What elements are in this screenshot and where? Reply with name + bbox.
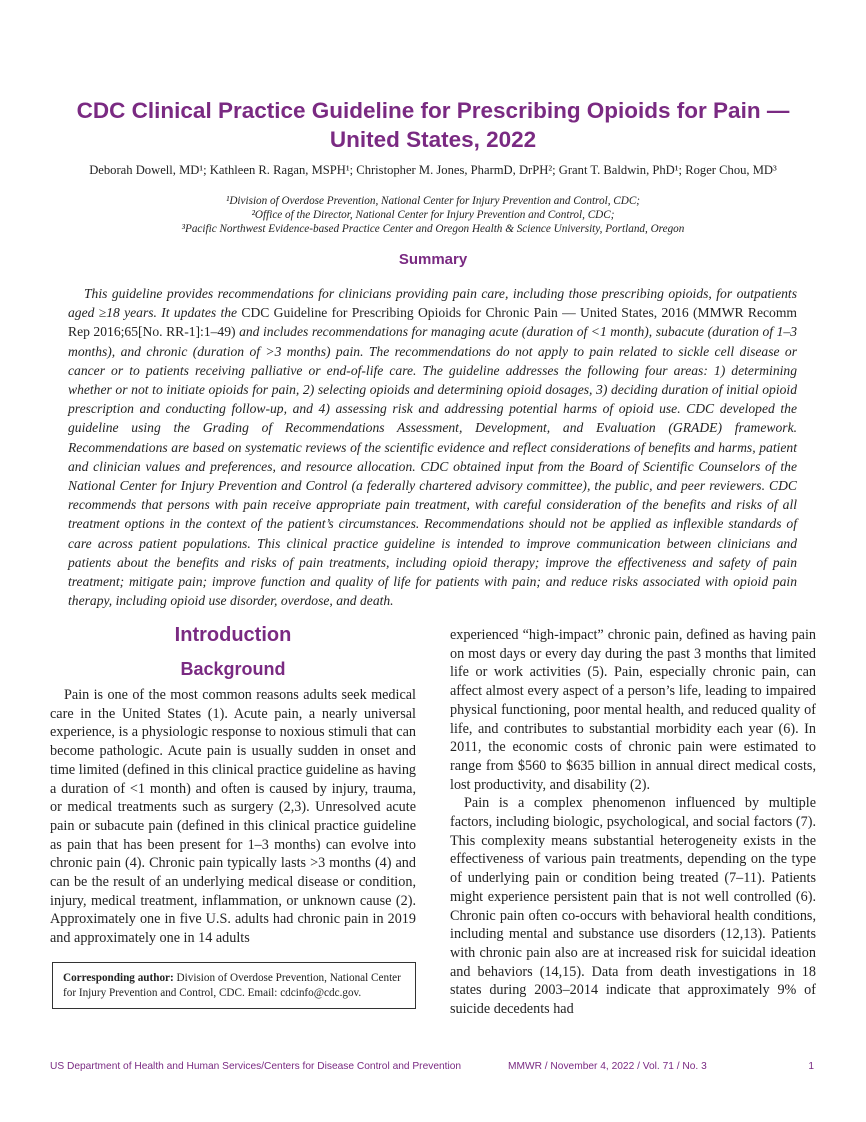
title-line-2: United States, 2022 — [329, 127, 537, 152]
summary-heading: Summary — [398, 251, 468, 268]
corresponding-author-text: Division of Overdose Prevention, National Center for Injury Prevention and Control, CDC. Email: cdcinfo@cdc.gov. — [63, 972, 401, 999]
summary-text — [68, 284, 797, 610]
title-line-1: CDC Clinical Practice Guideline for Prescribing Opioids for Pain — — [76, 98, 790, 123]
author-list: Deborah Dowell, MD¹; Kathleen R. Ragan, MSPH¹; Christopher M. Jones, PharmD, DrPH²; Grant T. Baldwin, PhD¹; Roger Chou, MD³ — [89, 163, 777, 177]
column-2-paragraph-1: experienced “high-impact” chronic pain, defined as having pain on most days or every day during the past 3 months that limited life or work activities (5). Pain, especially chronic pain, can affect almost every aspect of a person’s life, leading to impaired physical functioning, poor mental health, and reduced quality of life, and contributes to substantial morbidity each year (6). In 2011, the economic costs of chronic pain were estimated to range from $560 to $635 billion in annual direct medical costs, lost productivity, and disability (2). — [450, 627, 816, 793]
footer-issue: MMWR / November 4, 2022 / Vol. 71 / No. 3 — [508, 1061, 707, 1072]
corresponding-author-box — [52, 962, 416, 1009]
column-1-paragraph: Pain is one of the most common reasons adults seek medical care in the United States (1). Acute pain, a nearly universal experience, is a physiologic response to noxious stimuli that can become pathologic. Acute pain is usually sudden in onset and time limited (defined in this clinical practice guideline as having a duration of <1 month) and often is caused by injury, trauma, or medical treatments such as surgery (2,3). Unresolved acute pain or subacute pain (defined in this clinical practice guideline as pain that has been present for 1–3 months) can evolve into chronic pain (4). Chronic pain typically lasts >3 months (4) and can be the result of an underlying medical disease or condition, injury, medical treatment, inflammation, or unknown cause (2). Approximately one in five U.S. adults had chronic pain in 2019 and approximately one in 14 adults — [50, 687, 417, 947]
summary-part-2: and includes recommendations for managing acute (duration of <1 month), subacute (duration of 1–3 months), and chronic (duration of >3 months) pain. The recommendations do not apply to pain related to sickle cell disease or cancer or to patients receiving palliative or end-of-life care. The guideline addresses the following four areas: 1) determining whether or not to initiate opioids for pain, 2) selecting opioids and determining opioid dosages, 3) deciding duration of initial opioid prescription and conducting follow-up, and 4) assessing risk and addressing potential harms of opioid use. CDC developed the guideline using the Grading of Recommendations Assessment, Development, and Evaluation (GRADE) framework. Recommendations are based on systematic reviews of the scientific evidence and reflect considerations of benefits and harms, patient and clinician values and preferences, and resource allocation. CDC obtained input from the Board of Scientific Counselors of the National Center for Injury Prevention and Control (a federally chartered advisory committee), the public, and peer reviewers. CDC recommends that persons with pain receive appropriate pain treatment, with careful consideration of the benefits and risks of all treatment options in the context of the patient’s circumstances. Recommendations should not be applied as inflexible standards of care across patient populations. This clinical practice guideline is intended to improve communication between clinicians and patients about the benefits and risks of pain treatments, including opioid therapy; improve the effectiveness and safety of pain treatment; mitigate pain; improve function and quality of life for patients with pain; and reduce risks associated with opioid pain therapy, including opioid use disorder, overdose, and death. — [68, 324, 797, 609]
summary-part-1: This guideline provides recommendations for clinicians providing pain care, including those prescribing opioids, for outpatients aged ≥18 years. It updates the — [68, 286, 797, 321]
footer-agency: US Department of Health and Human Services/Centers for Disease Control and Prevention — [50, 1061, 462, 1072]
affiliation-1: ¹Division of Overdose Prevention, National Center for Injury Prevention and Control, CDC; — [225, 195, 641, 207]
affiliation-3: ³Pacific Northwest Evidence-based Practice Center and Oregon Health & Science University, Portland, Oregon — [181, 223, 685, 236]
corresponding-author-label: Corresponding author: — [63, 972, 174, 984]
introduction-heading: Introduction — [174, 624, 292, 646]
affiliations — [60, 194, 806, 237]
column-2-paragraph-2: Pain is a complex phenomenon influenced by multiple factors, including biologic, psychological, and social factors (7). This complexity means substantial heterogeneity exists in the effectiveness of various pain treatments, depending on the type of underlying pain or condition being treated (7–11). Patients might experience persistent pain that is not well controlled (6). Chronic pain often co-occurs with behavioral health conditions, including mental and substance use disorders (12,13). Patients with chronic pain also are at increased risk for suicidal ideation and behaviors (14,15). Data from death investigations in 18 states during 2003–2014 indicate that approximately 9% of suicide decedents had — [450, 795, 816, 1018]
background-heading: Background — [180, 659, 286, 679]
column-2 — [450, 626, 816, 1019]
page-number: 1 — [808, 1061, 814, 1072]
summary-citation: CDC Guideline for Prescribing Opioids for Chronic Pain — United States, 2016 (MMWR Recomm Rep 2016;65[No. RR-1]:1–49) — [68, 305, 797, 340]
article-title — [60, 96, 806, 154]
affiliation-2: ²Office of the Director, National Center for Injury Prevention and Control, CDC; — [251, 209, 615, 222]
